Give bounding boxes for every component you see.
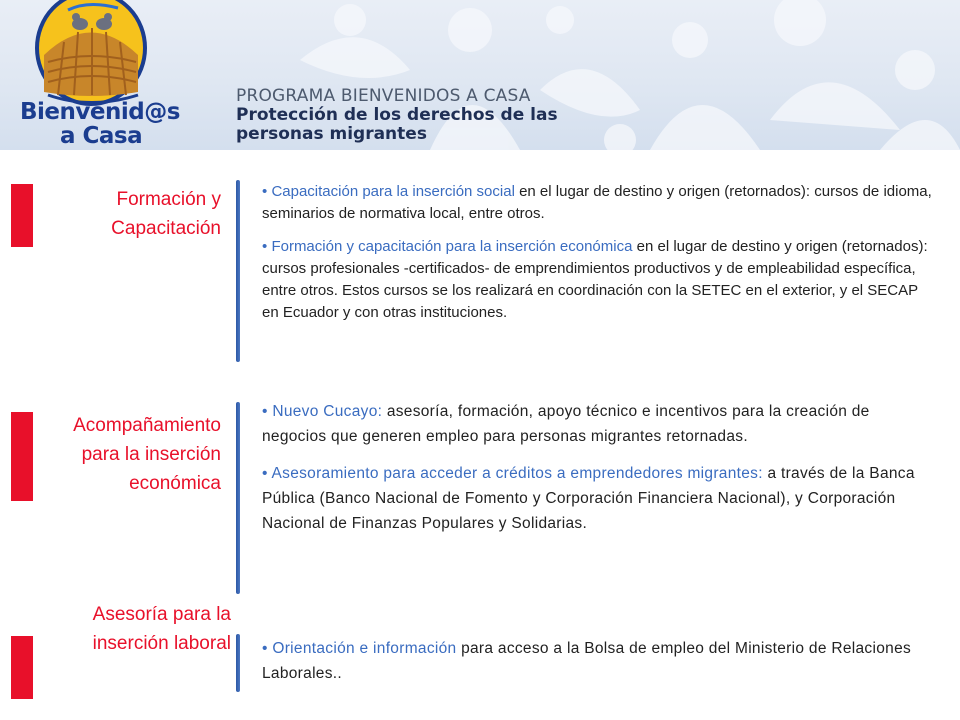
bullet-highlight: Formación y capacitación para la inserción económica bbox=[271, 238, 633, 255]
section-2-title bbox=[30, 411, 221, 498]
bullet-item bbox=[262, 399, 934, 449]
section-3-title-line-2: inserción laboral bbox=[92, 633, 231, 654]
program-title: PROGRAMA BIENVENIDOS A CASA bbox=[236, 86, 531, 106]
logo-line-2: a Casa bbox=[60, 123, 143, 149]
section-3-title-line-1: Asesoría para la bbox=[92, 604, 231, 625]
section-2-title-line-3: económica bbox=[129, 473, 221, 494]
bullet-highlight: Orientación e información bbox=[272, 640, 457, 657]
section-1-bullets bbox=[262, 181, 934, 324]
bullet-highlight: Nuevo Cucayo: bbox=[272, 403, 383, 420]
bullet-highlight: Capacitación para la inserción social bbox=[271, 183, 515, 200]
bullet-marker: • bbox=[262, 465, 268, 482]
logo-line-1: Bienvenid@s bbox=[20, 99, 180, 125]
bullet-item bbox=[262, 181, 934, 225]
section-1-divider bbox=[236, 180, 240, 362]
section-1-title bbox=[40, 185, 221, 243]
bullet-item bbox=[262, 636, 934, 686]
header-banner bbox=[0, 0, 960, 150]
section-2-title-line-2: para la inserción bbox=[81, 444, 221, 465]
section-3-bullets bbox=[262, 636, 934, 686]
section-2-divider bbox=[236, 402, 240, 594]
bullet-text: en el lugar de destino y origen (retornados): cursos profesionales -certificados- de emprendimientos productivos y de empleabilidad específica, entre otros. Estos cursos se los realizará en coordinación con la SETEC en el exterior, y el SECAP en Ecuador y con otras instituciones. bbox=[262, 238, 928, 321]
program-subtitle-line-1: Protección de los derechos de las bbox=[236, 105, 558, 125]
logo-text bbox=[20, 100, 230, 148]
bullet-text: a través de la Banca Pública (Banco Nacional de Fomento y Corporación Financiera Nacional), y Corporación Nacional de Finanzas Populares y Solidarias. bbox=[262, 465, 915, 532]
program-subtitle-line-2: personas migrantes bbox=[236, 124, 427, 144]
bullet-text: asesoría, formación, apoyo técnico e incentivos para la creación de negocios que generen empleo para personas migrantes retornadas. bbox=[262, 403, 870, 445]
bullet-marker: • bbox=[262, 183, 268, 200]
section-1-title-line-2: Capacitación bbox=[111, 218, 221, 239]
program-heading bbox=[236, 86, 558, 144]
bullet-highlight: Asesoramiento para acceder a créditos a emprendedores migrantes: bbox=[271, 465, 763, 482]
bullet-item bbox=[262, 236, 934, 324]
bullet-item bbox=[262, 461, 934, 536]
bullet-marker: • bbox=[262, 640, 268, 657]
bullet-text: en el lugar de destino y origen (retornados): cursos de idioma, seminarios de normativa local, entre otros. bbox=[262, 183, 932, 222]
section-1-red-bar bbox=[11, 184, 33, 247]
bullet-text: para acceso a la Bolsa de empleo del Ministerio de Relaciones Laborales.. bbox=[262, 640, 912, 682]
section-3-divider bbox=[236, 634, 240, 692]
bullet-marker: • bbox=[262, 403, 268, 420]
section-1-title-line-1: Formación y bbox=[116, 189, 221, 210]
section-3-red-bar bbox=[11, 636, 33, 699]
section-3-title bbox=[40, 600, 231, 658]
bullet-marker: • bbox=[262, 238, 268, 255]
section-2-bullets bbox=[262, 399, 934, 536]
section-2-title-line-1: Acompañamiento bbox=[73, 415, 221, 436]
